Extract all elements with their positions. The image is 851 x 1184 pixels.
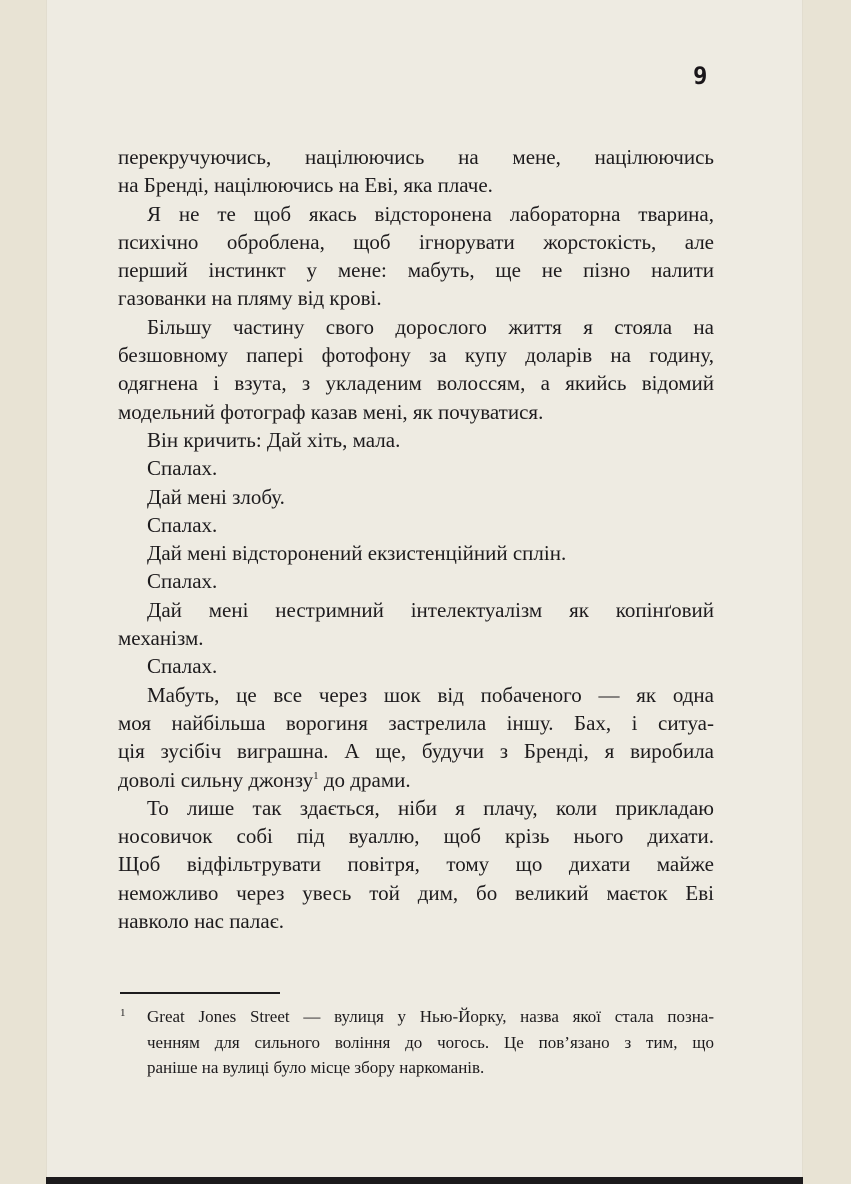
text-line: Спалах. bbox=[147, 569, 218, 594]
text-line: перекручуючись, націлюючись на мене, націлюючись bbox=[118, 145, 714, 169]
text-line: неможливо через увесь той дим, бо великий маєток Еві bbox=[118, 880, 714, 905]
text-line: Більшу частину свого дорослого життя я стояла на bbox=[147, 314, 714, 339]
text-line: Він кричить: Дай хіть, мала. bbox=[147, 427, 401, 452]
text-line: Спалах. bbox=[147, 512, 218, 537]
footnote-reference[interactable]: 1 bbox=[313, 769, 319, 782]
text-line: психічно оброблена, щоб ігнорувати жорстокість, але bbox=[118, 229, 714, 254]
footnote-line: Great Jones Street — вулиця у Нью-Йорку, назва якої стала позна- bbox=[147, 1007, 714, 1026]
body-text bbox=[118, 143, 714, 935]
text-line: Дай мені нестримний інтелектуалізм як копінґовий bbox=[147, 597, 714, 622]
text-line: носовичок собі під вуаллю, щоб крізь нього дихати. bbox=[118, 824, 714, 849]
text-line: на Бренді, націлюючись на Еві, яка плаче. bbox=[118, 173, 493, 198]
footnote-line: ченням для сильного воління до чогось. Це пов’язано з тим, що bbox=[147, 1032, 714, 1052]
text-line: моя найбільша ворогиня застрелила іншу. Бах, і ситуа- bbox=[118, 710, 714, 735]
text-line: доволі сильну джонзу$^1$ до драми. bbox=[118, 767, 411, 792]
text-line: Дай мені злобу. bbox=[147, 484, 285, 509]
text-line: газованки на пляму від крові. bbox=[118, 286, 382, 311]
text-line: навколо нас палає. bbox=[118, 909, 285, 934]
text-line: Мабуть, це все через шок від побаченого — як одна bbox=[147, 682, 714, 707]
text-line: ція зусібіч виграшна. А ще, будучи з Бренді, я виробила bbox=[118, 739, 714, 764]
text-line: То лише так здається, ніби я плачу, коли прикладаю bbox=[147, 795, 714, 820]
text-line: модельний фотограф казав мені, як почуватися. bbox=[118, 399, 544, 424]
text-line: безшовному папері фотофону за купу доларів на годину, bbox=[118, 343, 714, 368]
text-line: Дай мені відсторонений екзистенційний сплін. bbox=[147, 541, 567, 566]
text-line: Щоб відфільтрувати повітря, тому що дихати майже bbox=[118, 852, 714, 877]
text-line: перший інстинкт у мене: мабуть, ще не пізно налити bbox=[118, 258, 714, 283]
text-line: одягнена і взута, з укладеним волоссям, а якийсь відомий bbox=[118, 371, 714, 396]
footnote-marker: 1 bbox=[120, 1007, 126, 1019]
footnote-line: раніше на вулиці було місце збору наркоманів. bbox=[147, 1058, 485, 1077]
text-line: Спалах. bbox=[147, 654, 218, 679]
footnote-divider bbox=[120, 992, 280, 994]
text-line: механізм. bbox=[118, 626, 204, 651]
text-line: Я не те щоб якась відсторонена лабораторна тварина, bbox=[147, 201, 714, 226]
page-bottom-edge bbox=[46, 1177, 803, 1184]
footnote bbox=[120, 1004, 714, 1081]
text-line: Спалах. bbox=[147, 456, 218, 481]
page-number: 9 bbox=[693, 62, 708, 90]
